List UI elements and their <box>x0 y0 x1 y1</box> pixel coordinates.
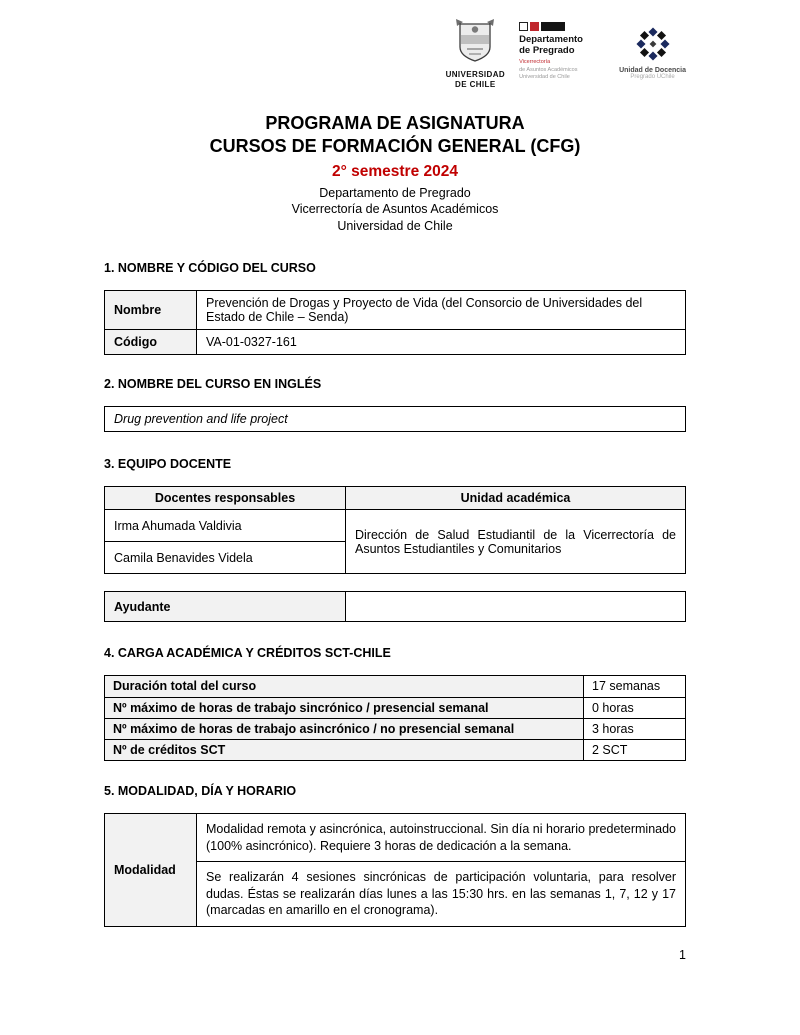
document-title-line2: CURSOS DE FORMACIÓN GENERAL (CFG) <box>209 136 581 157</box>
unidad-header-cell: Unidad académica <box>346 487 686 510</box>
codigo-label-cell: Código <box>105 330 197 355</box>
page-number: 1 <box>679 948 686 962</box>
horas-sincronico-label-cell: Nº máximo de horas de trabajo sincrónico / presencial semanal <box>105 697 584 718</box>
institution-lines <box>104 185 686 235</box>
horas-asincronico-label-cell: Nº máximo de horas de trabajo asincrónico / no presencial semanal <box>105 718 584 739</box>
header-logos <box>104 0 686 100</box>
section4-heading: 4. CARGA ACADÉMICA Y CRÉDITOS SCT-CHILE <box>104 646 391 661</box>
modalidad-paragraph-2: Se realizarán 4 sesiones sincrónicas de participación voluntaria, para resolver dudas. Éstas se realizarán días lunes a las 15:30 hrs. en las semanas 1, 7, 12 y 17 (marcadas en amarillo en el cronograma). <box>197 862 686 927</box>
pregrado-red-square <box>530 22 539 31</box>
document-title-line1: PROGRAMA DE ASIGNATURA <box>265 113 525 133</box>
table-row <box>105 697 686 718</box>
nombre-codigo-table <box>104 290 686 355</box>
pregrado-squares-icon <box>519 22 565 31</box>
docencia-pinwheel-icon <box>632 24 674 64</box>
section3-heading: 3. EQUIPO DOCENTE <box>104 457 232 472</box>
document-content <box>104 261 686 927</box>
table-row <box>105 718 686 739</box>
table-header-row <box>105 487 686 510</box>
docente-cell-2: Camila Benavides Videla <box>105 542 346 574</box>
table-row <box>105 407 686 432</box>
docencia-logo-line1: Unidad de Docencia <box>619 67 686 74</box>
logo-departamento-pregrado <box>519 16 605 82</box>
docente-cell-1: Irma Ahumada Valdivia <box>105 510 346 542</box>
horas-asincronico-value-cell: 3 horas <box>584 718 686 739</box>
nombre-label-cell: Nombre <box>105 291 197 330</box>
table-row <box>105 330 686 355</box>
section5-heading: 5. MODALIDAD, DÍA Y HORARIO <box>104 784 297 799</box>
modalidad-paragraph-1: Modalidad remota y asincrónica, autoinstruccional. Sin día ni horario predeterminado (100% asincrónico). Requiere 3 horas de dedicación a la semana. <box>197 814 686 862</box>
table-row <box>105 814 686 862</box>
logo-unidad-docencia <box>619 16 686 80</box>
logo-universidad-de-chile <box>446 16 506 91</box>
table-row <box>105 291 686 330</box>
nombre-value-cell: Prevención de Drogas y Proyecto de Vida (del Consorcio de Universidades del Estado de Chile – Senda) <box>197 291 686 330</box>
creditos-label-cell: Nº de créditos SCT <box>105 740 584 761</box>
semester-line: 2° semestre 2024 <box>332 162 458 180</box>
ayudante-table <box>104 591 686 622</box>
section2-heading: 2. NOMBRE DEL CURSO EN INGLÉS <box>104 377 322 392</box>
unidad-academica-cell: Dirección de Salud Estudiantil de la Vicerrectoría de Asuntos Estudiantiles y Comunitarios <box>346 510 686 574</box>
pregrado-black-bar <box>541 22 565 31</box>
document-title-block <box>104 112 686 234</box>
pregrado-outline-square <box>519 22 528 31</box>
uchile-logo-text <box>446 70 506 91</box>
institution-line-2: Vicerrectoría de Asuntos Académicos <box>291 202 499 217</box>
pregrado-logo-subtitle-1: Vicerrectoría <box>519 59 551 66</box>
equipo-docente-table <box>104 486 686 574</box>
section1-heading: 1. NOMBRE Y CÓDIGO DEL CURSO <box>104 261 316 276</box>
ayudante-value-cell <box>346 592 686 622</box>
pregrado-logo-subtitle-3: Universidad de Chile <box>519 74 570 81</box>
duracion-value-cell: 17 semanas <box>584 676 686 697</box>
modalidad-table <box>104 813 686 927</box>
horas-sincronico-value-cell: 0 horas <box>584 697 686 718</box>
codigo-value-cell: VA-01-0327-161 <box>197 330 686 355</box>
institution-line-1: Departamento de Pregrado <box>319 185 471 200</box>
institution-line-3: Universidad de Chile <box>337 218 453 233</box>
pregrado-logo-subtitle-2: de Asuntos Académicos <box>519 66 578 73</box>
carga-academica-table <box>104 675 686 761</box>
table-row <box>105 740 686 761</box>
english-name-table <box>104 406 686 432</box>
uchile-logo-line2: DE CHILE <box>455 80 496 90</box>
english-name-cell: Drug prevention and life project <box>105 407 686 432</box>
ayudante-label-cell: Ayudante <box>105 592 346 622</box>
table-row <box>105 676 686 697</box>
docencia-logo-line2: Pregrado UChile <box>630 74 675 80</box>
uchile-crest-icon <box>452 16 498 68</box>
table-row <box>105 510 686 542</box>
duracion-label-cell: Duración total del curso <box>105 676 584 697</box>
docentes-header-cell: Docentes responsables <box>105 487 346 510</box>
creditos-value-cell: 2 SCT <box>584 740 686 761</box>
uchile-logo-line1: UNIVERSIDAD <box>445 70 506 79</box>
table-row <box>105 592 686 622</box>
modalidad-label-cell: Modalidad <box>105 814 197 927</box>
pregrado-logo-title: Departamento de Pregrado <box>519 34 583 56</box>
